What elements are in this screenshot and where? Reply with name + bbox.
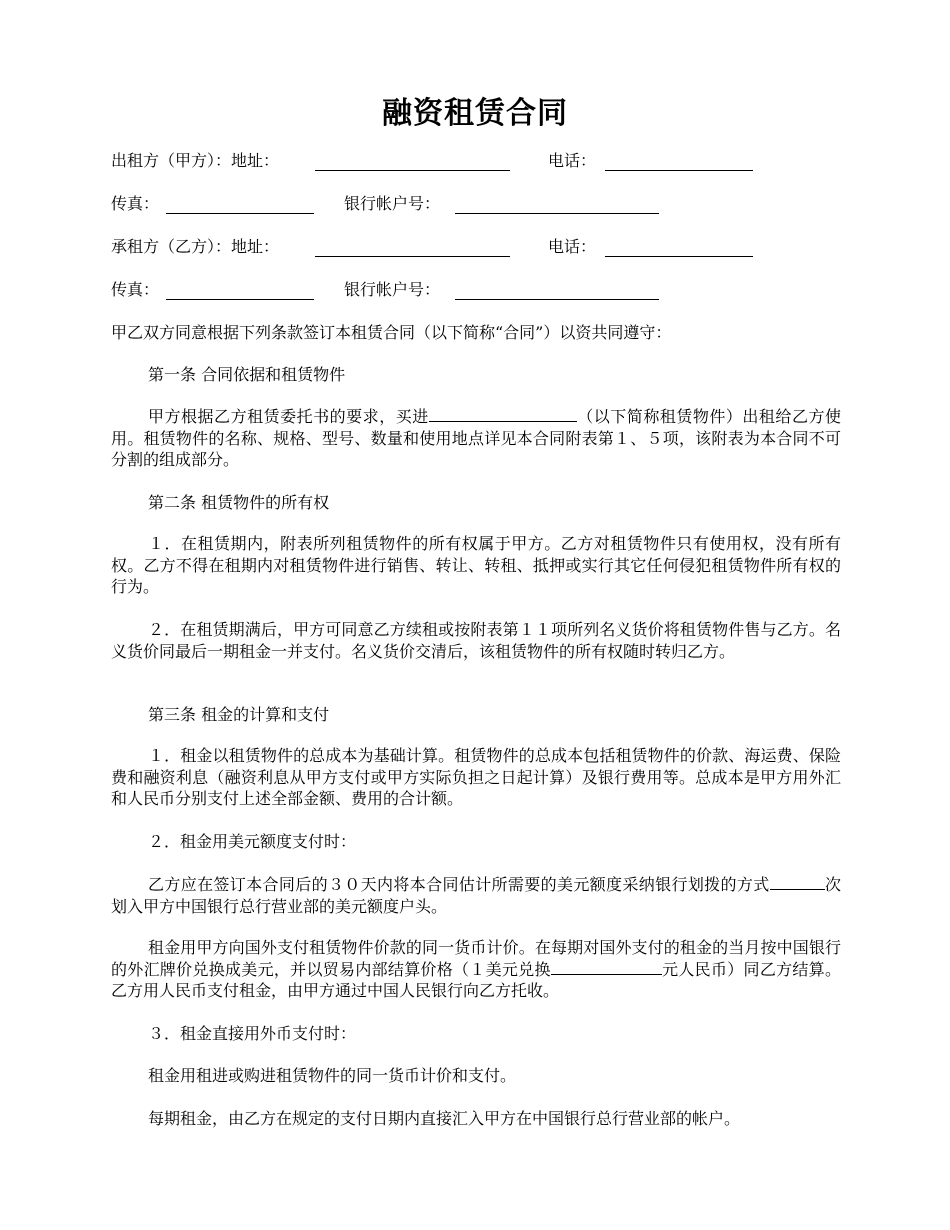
lessor-bank-field[interactable]	[455, 213, 659, 214]
lessee-bank-label: 银行帐户号：	[344, 280, 441, 299]
article2-paragraph-1: １．在租赁期内，附表所列租赁物件的所有权属于甲方。乙方对租赁物件只有使用权，没有所有权。乙方不得在租期内对租赁物件进行销售、转让、转租、抵押或实行其它任何侵犯租赁物件所有权的行为。	[111, 534, 841, 596]
page-title: 融资租赁合同	[382, 96, 568, 131]
exchange-rate-blank[interactable]	[551, 960, 662, 975]
intro-paragraph: 甲乙双方同意根据下列条款签订本租赁合同（以下简称“合同”）以资共同遵守：	[111, 323, 672, 342]
lessee-phone-label: 电话：	[548, 237, 597, 256]
article3-paragraph-1: １．租金以租赁物件的总成本为基础计算。租赁物件的总成本包括租赁物件的价款、海运费、保险费和融资利息（融资利息从甲方支付或甲方实际负担之日起计算）及银行费用等。总成本是甲方用外汇和人民币分别支付上述全部金额、费用的合计额。	[111, 746, 841, 808]
lessor-fax-label: 传真：	[111, 194, 160, 213]
article3-paragraph-2: ２．租金用美元额度支付时：	[148, 832, 357, 851]
article3-p3-text-b: 次划入甲方中国银行总行营业部的美元额度户头。	[111, 875, 841, 916]
article1-text-b: （以下简称租赁物件）出租给乙方使用。租赁物件的名称、规格、型号、数量和使用地点详见本合同附表第１、５项，该附表为本合同不可分割的组成部分。	[111, 407, 841, 469]
lessee-address-field[interactable]	[315, 256, 510, 257]
article3-heading: 第三条 租金的计算和支付	[148, 705, 330, 724]
lessee-bank-field[interactable]	[455, 299, 659, 300]
article3-p4-text-b: 元人民币）同乙方结算。乙方用人民币支付租金，由甲方通过中国人民银行向乙方托收。	[111, 959, 841, 1000]
lessee-phone-field[interactable]	[605, 256, 753, 257]
article1-text-a: 甲方根据乙方租赁委托书的要求，买进	[148, 407, 429, 426]
lessor-address-field[interactable]	[315, 170, 510, 171]
article3-paragraph-7: 每期租金，由乙方在规定的支付日期内直接汇入甲方在中国银行总行营业部的帐户。	[148, 1109, 741, 1128]
lessor-bank-label: 银行帐户号：	[344, 194, 441, 213]
article3-paragraph-6: 租金用租进或购进租赁物件的同一货币计价和支付。	[148, 1066, 517, 1085]
lessor-phone-field[interactable]	[605, 170, 753, 171]
article1-heading: 第一条 合同依据和租赁物件	[148, 365, 346, 384]
lessor-address-label: 出租方（甲方）：地址：	[111, 151, 280, 170]
installments-blank[interactable]	[770, 875, 825, 890]
article3-p4-text-a: 租金用甲方向国外支付租赁物件价款的同一货币计价。在每期对国外支付的租金的当月按中国银行的外汇牌价兑换成美元，并以贸易内部结算价格（１美元兑换	[111, 938, 841, 979]
article3-paragraph-4	[111, 937, 841, 1002]
article3-p3-text-a: 乙方应在签订本合同后的３０天内将本合同估计所需要的美元额度采纳银行划拨的方式	[148, 875, 770, 894]
lessee-fax-field[interactable]	[166, 299, 314, 300]
article3-paragraph-5: ３．租金直接用外币支付时：	[148, 1024, 357, 1043]
lessor-fax-field[interactable]	[166, 213, 314, 214]
article1-paragraph	[111, 406, 841, 471]
article3-paragraph-3	[111, 874, 841, 917]
lessee-fax-label: 传真：	[111, 280, 160, 299]
article2-heading: 第二条 租赁物件的所有权	[148, 493, 330, 512]
article2-paragraph-2: ２．在租赁期满后，甲方可同意乙方续租或按附表第１１项所列名义货价将租赁物件售与乙方。名义货价同最后一期租金一并支付。名义货价交清后，该租赁物件的所有权随时转归乙方。	[111, 620, 841, 661]
lessor-phone-label: 电话：	[548, 151, 597, 170]
lessee-address-label: 承租方（乙方）：地址：	[111, 237, 280, 256]
leased-item-blank[interactable]	[429, 407, 577, 422]
